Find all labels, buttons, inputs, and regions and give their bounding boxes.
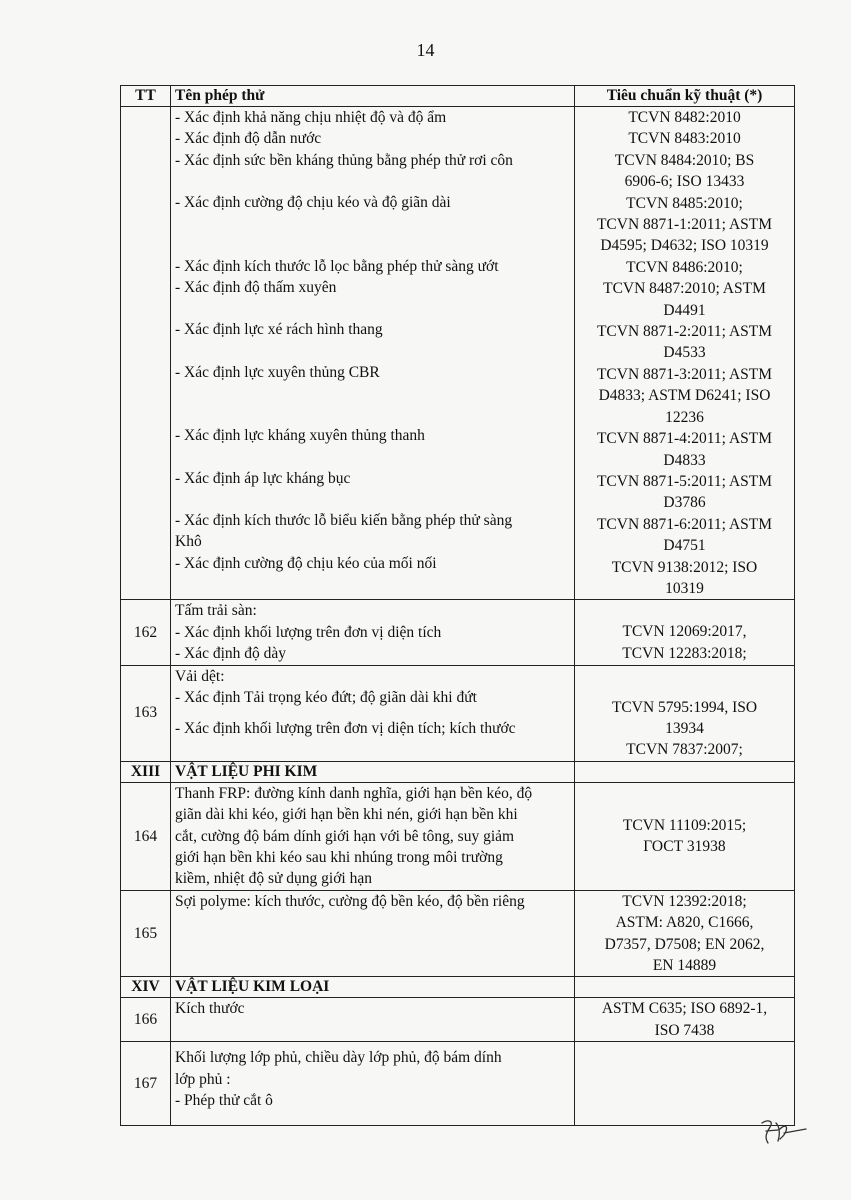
test-line: - Xác định sức bền kháng thủng bằng phép thử rơi côn bbox=[175, 151, 513, 169]
test-line: - Xác định độ dẫn nước bbox=[175, 130, 322, 148]
header-test-name: Tên phép thử bbox=[171, 86, 575, 107]
standard-line: D4751 bbox=[663, 537, 706, 555]
standard-line: TCVN 8485:2010; bbox=[626, 194, 743, 212]
test-name-cell bbox=[171, 107, 575, 600]
test-name-cell bbox=[171, 600, 575, 665]
test-line: Khô bbox=[175, 533, 202, 551]
test-line: giới hạn bền khi kéo sau khi nhúng trong môi trường bbox=[175, 849, 503, 866]
section-empty-cell bbox=[575, 761, 795, 782]
standard-line: D4595; D4632; ISO 10319 bbox=[600, 237, 769, 255]
header-tt: TT bbox=[121, 86, 171, 107]
tt-cell: 163 bbox=[121, 665, 171, 761]
table-row bbox=[121, 107, 795, 600]
test-name-cell bbox=[171, 890, 575, 977]
section-row bbox=[121, 761, 795, 782]
table-row bbox=[121, 890, 795, 977]
table-row bbox=[121, 665, 795, 761]
standard-line: TCVN 8871-2:2011; ASTM bbox=[596, 323, 773, 341]
standard-cell bbox=[575, 890, 795, 977]
standard-line: EN 14889 bbox=[652, 957, 717, 975]
standard-line: D3786 bbox=[663, 494, 706, 512]
test-line: - Phép thử cắt ô bbox=[175, 1092, 273, 1110]
standard-line: TCVN 8871-4:2011; ASTM bbox=[596, 430, 773, 448]
section-title: VẬT LIỆU KIM LOẠI bbox=[171, 977, 575, 998]
standard-line: ASTM: A820, C1666, bbox=[615, 914, 754, 932]
standard-line: TCVN 8871-6:2011; ASTM bbox=[596, 515, 773, 533]
tt-cell bbox=[121, 107, 171, 600]
standard-cell bbox=[575, 107, 795, 600]
test-line: - Xác định kích thước lỗ biểu kiến bằng phép thử sàng bbox=[175, 512, 513, 530]
test-line: - Xác định khối lượng trên đơn vị diện tích bbox=[175, 623, 442, 641]
standard-line: ГОСТ 31938 bbox=[643, 838, 726, 856]
test-line: Vải dệt: bbox=[175, 667, 225, 685]
standard-line: D4533 bbox=[663, 344, 706, 362]
test-line: Tấm trải sàn: bbox=[175, 602, 257, 620]
header-standard: Tiêu chuẩn kỹ thuật (*) bbox=[575, 86, 795, 107]
section-empty-cell bbox=[575, 977, 795, 998]
standard-line: ISO 7438 bbox=[654, 1021, 715, 1039]
standard-line: TCVN 8871-1:2011; ASTM bbox=[596, 216, 773, 234]
tt-cell: 162 bbox=[121, 600, 171, 665]
standard-line: TCVN 8484:2010; BS bbox=[614, 151, 755, 169]
test-line: - Xác định độ thấm xuyên bbox=[175, 279, 337, 297]
standard-line: TCVN 5795:1994, ISO bbox=[611, 698, 758, 716]
standard-line: TCVN 7837:2007; bbox=[626, 741, 743, 759]
standard-line: TCVN 11109:2015; bbox=[622, 816, 747, 834]
table-row bbox=[121, 782, 795, 890]
standard-line: TCVN 12283:2018; bbox=[622, 644, 747, 662]
test-line: - Xác định độ dày bbox=[175, 645, 287, 663]
standard-cell bbox=[575, 782, 795, 890]
section-number: XIV bbox=[121, 977, 171, 998]
tt-cell: 167 bbox=[121, 1042, 171, 1126]
test-line: Thanh FRP: đường kính danh nghĩa, giới hạn bền kéo, độ bbox=[175, 784, 533, 802]
standard-line: D4833 bbox=[663, 451, 706, 469]
standard-cell bbox=[575, 998, 795, 1042]
page-number: 14 bbox=[416, 40, 435, 60]
test-line: lớp phủ : bbox=[175, 1070, 231, 1088]
test-line: - Xác định khả năng chịu nhiệt độ và độ ẩm bbox=[175, 109, 447, 126]
test-line: - Xác định Tải trọng kéo đứt; độ giãn dài khi đứt bbox=[175, 688, 477, 706]
test-line: kiềm, nhiệt độ sử dụng giới hạn bbox=[175, 870, 372, 888]
test-name-cell bbox=[171, 782, 575, 890]
standard-line: 6906-6; ISO 13433 bbox=[624, 173, 745, 191]
table-header-row bbox=[121, 86, 795, 107]
standard-line: TCVN 8486:2010; bbox=[626, 258, 743, 276]
standard-line: TCVN 12392:2018; bbox=[622, 892, 747, 910]
tt-cell: 166 bbox=[121, 998, 171, 1042]
test-line: Khối lượng lớp phủ, chiều dày lớp phủ, độ bám dính bbox=[175, 1049, 502, 1067]
standard-line: TCVN 8482:2010 bbox=[628, 109, 741, 126]
table-row bbox=[121, 998, 795, 1042]
tt-cell: 165 bbox=[121, 890, 171, 977]
standard-line: D4491 bbox=[663, 301, 706, 319]
test-line: - Xác định kích thước lỗ lọc bằng phép thử sàng ướt bbox=[175, 257, 499, 275]
standard-line: TCVN 8483:2010 bbox=[628, 130, 741, 148]
test-line: - Xác định lực xuyên thủng CBR bbox=[175, 363, 380, 381]
test-name-cell bbox=[171, 1042, 575, 1126]
test-name-cell bbox=[171, 665, 575, 761]
test-line: Sợi polyme: kích thước, cường độ bền kéo, độ bền riêng bbox=[175, 892, 525, 910]
standard-cell bbox=[575, 600, 795, 665]
test-line: cắt, cường độ bám dính giới hạn với bê tông, suy giảm bbox=[175, 827, 515, 845]
table-row bbox=[121, 1042, 795, 1126]
test-line: - Xác định lực kháng xuyên thủng thanh bbox=[175, 427, 425, 445]
standard-line: TCVN 9138:2012; ISO bbox=[611, 558, 758, 576]
section-title: VẬT LIỆU PHI KIM bbox=[171, 761, 575, 782]
standard-line: 13934 bbox=[665, 719, 704, 737]
standard-cell bbox=[575, 1042, 795, 1126]
standard-line: TCVN 8871-3:2011; ASTM bbox=[596, 365, 773, 383]
standard-line: ASTM C635; ISO 6892-1, bbox=[601, 1000, 768, 1018]
table-row bbox=[121, 600, 795, 665]
test-line: - Xác định áp lực kháng bục bbox=[175, 469, 351, 487]
standard-line: TCVN 8487:2010; ASTM bbox=[603, 280, 766, 298]
standard-line: 10319 bbox=[665, 579, 704, 597]
section-number: XIII bbox=[121, 761, 171, 782]
standard-line: TCVN 8871-5:2011; ASTM bbox=[596, 472, 773, 490]
standard-line: D4833; ASTM D6241; ISO bbox=[598, 387, 771, 405]
standard-line: TCVN 12069:2017, bbox=[622, 623, 747, 641]
standard-cell bbox=[575, 665, 795, 761]
test-line: - Xác định khối lượng trên đơn vị diện tích; kích thước bbox=[175, 720, 516, 738]
tt-cell: 164 bbox=[121, 782, 171, 890]
initials-signature bbox=[758, 1117, 818, 1147]
test-name-cell bbox=[171, 998, 575, 1042]
test-line: - Xác định lực xé rách hình thang bbox=[175, 321, 383, 339]
standard-line: D7357, D7508; EN 2062, bbox=[604, 935, 765, 953]
test-line: Kích thước bbox=[175, 1000, 245, 1018]
test-line: - Xác định cường độ chịu kéo và độ giãn dài bbox=[175, 194, 451, 212]
test-line: - Xác định cường độ chịu kéo của mối nối bbox=[175, 554, 437, 572]
standard-line: 12236 bbox=[665, 408, 704, 426]
standards-table bbox=[120, 85, 795, 1126]
test-line: giãn dài khi kéo, giới hạn bền khi nén, giới hạn bền khi bbox=[175, 806, 518, 824]
section-row bbox=[121, 977, 795, 998]
